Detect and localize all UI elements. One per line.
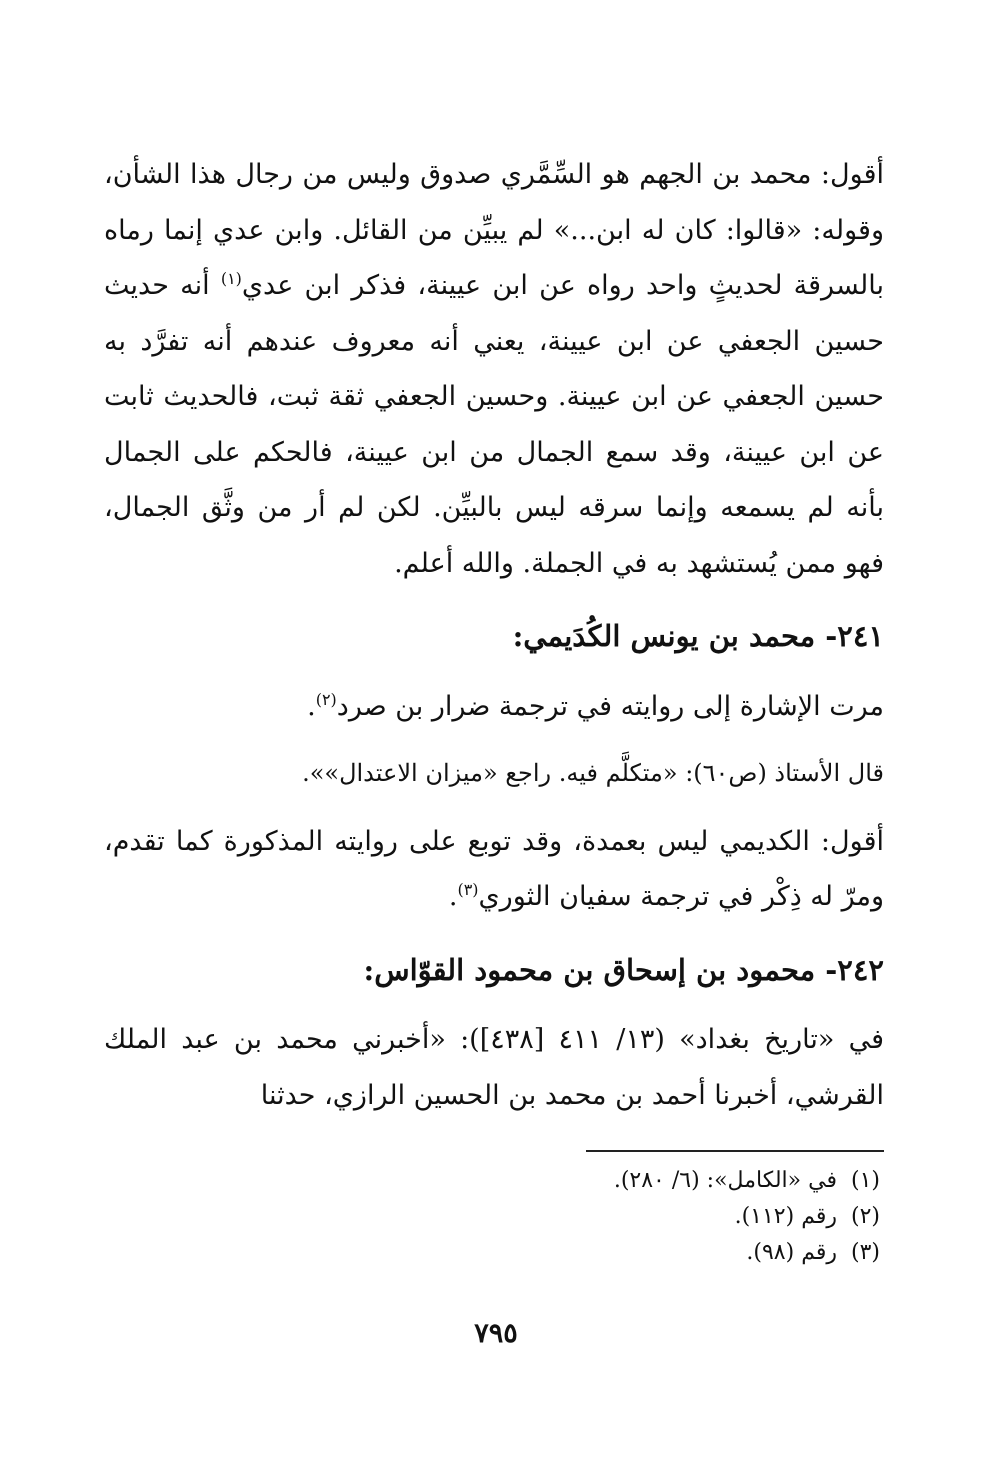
footnote-text: رقم (١١٢). — [734, 1204, 837, 1229]
entry-title: محمد بن يونس الكُدَيمي: — [512, 619, 816, 653]
entry-heading-242 — [104, 943, 884, 999]
footnote-text: رقم (٩٨). — [746, 1240, 837, 1265]
entry-number: ٢٤٢- — [825, 952, 884, 987]
entry-242-text: في «تاريخ بغداد» (١٣/ ٤١١ [٤٣٨]): «أخبرني محمد بن عبد الملك القرشي، أخبرنا أحمد بن محمد بن الحسين الرازي، حدثنا — [104, 1024, 884, 1111]
paragraph-text: أقول: محمد بن الجهم هو السِّمَّري صدوق وليس من رجال هذا الشأن، وقوله: «قالوا: كان له ابن...» لم يبيِّن من القائل. وابن عدي إنما رماه بالسرقة لحديثٍ واحد رواه عن ابن عيينة، فذكر ابن عدي — [104, 159, 884, 301]
entry-241-quote: قال الأستاذ (ص٦٠): «متكلَّم فيه. راجع «ميزان الاعتدال»». — [302, 759, 884, 787]
paragraph-intro — [104, 147, 884, 591]
footnote-number: (٣) — [850, 1240, 880, 1265]
footnote-text: في «الكامل»: (٦/ ٢٨٠). — [613, 1168, 837, 1193]
entry-241-reply — [104, 814, 884, 925]
entry-text-end: . — [307, 690, 316, 722]
footnote-item — [380, 1199, 880, 1235]
paragraph-text-tail: أنه حديث حسين الجعفي عن ابن عيينة، يعني أنه معروف عندهم أنه تفرَّد به حسين الجعفي عن ابن عيينة. وحسين الجعفي ثقة ثبت، فالحديث ثابت عن ابن عيينة، وقد سمع الجمال من ابن عيينة، فالحكم على الجمال بأنه لم يسمعه وإنما سرقه ليس بالبيِّن. لكن لم أر من وثَّق الجمال، فهو ممن يُستشهد به في الجملة. والله أعلم. — [104, 270, 884, 579]
entry-text-end: . — [448, 881, 458, 912]
footnote-number: (١) — [850, 1168, 880, 1193]
entry-heading-241 — [104, 609, 884, 665]
footnote-ref: (٣) — [457, 880, 479, 899]
footnote-ref: (١) — [220, 269, 242, 288]
footnote-number: (٢) — [850, 1204, 880, 1229]
main-text — [104, 147, 884, 1123]
page-number: ٧٩٥ — [474, 1318, 518, 1349]
entry-241-line — [104, 679, 884, 735]
entry-text: مرت الإشارة إلى روايته في ترجمة ضرار بن صرد — [336, 690, 884, 722]
entry-text: أقول: الكديمي ليس بعمدة، وقد توبع على روايته المذكورة كما تقدم، ومرّ له ذِكْر في ترجمة سفيان الثوري — [104, 825, 884, 912]
entry-title: محمود بن إسحاق بن محمود القوّاس: — [363, 952, 816, 987]
footnote-divider — [586, 1150, 884, 1152]
footnote-item — [380, 1235, 880, 1271]
footnote-item — [380, 1163, 880, 1199]
footnote-ref: (٢) — [315, 689, 337, 709]
entry-number: ٢٤١- — [825, 619, 884, 653]
footnotes — [380, 1163, 880, 1271]
